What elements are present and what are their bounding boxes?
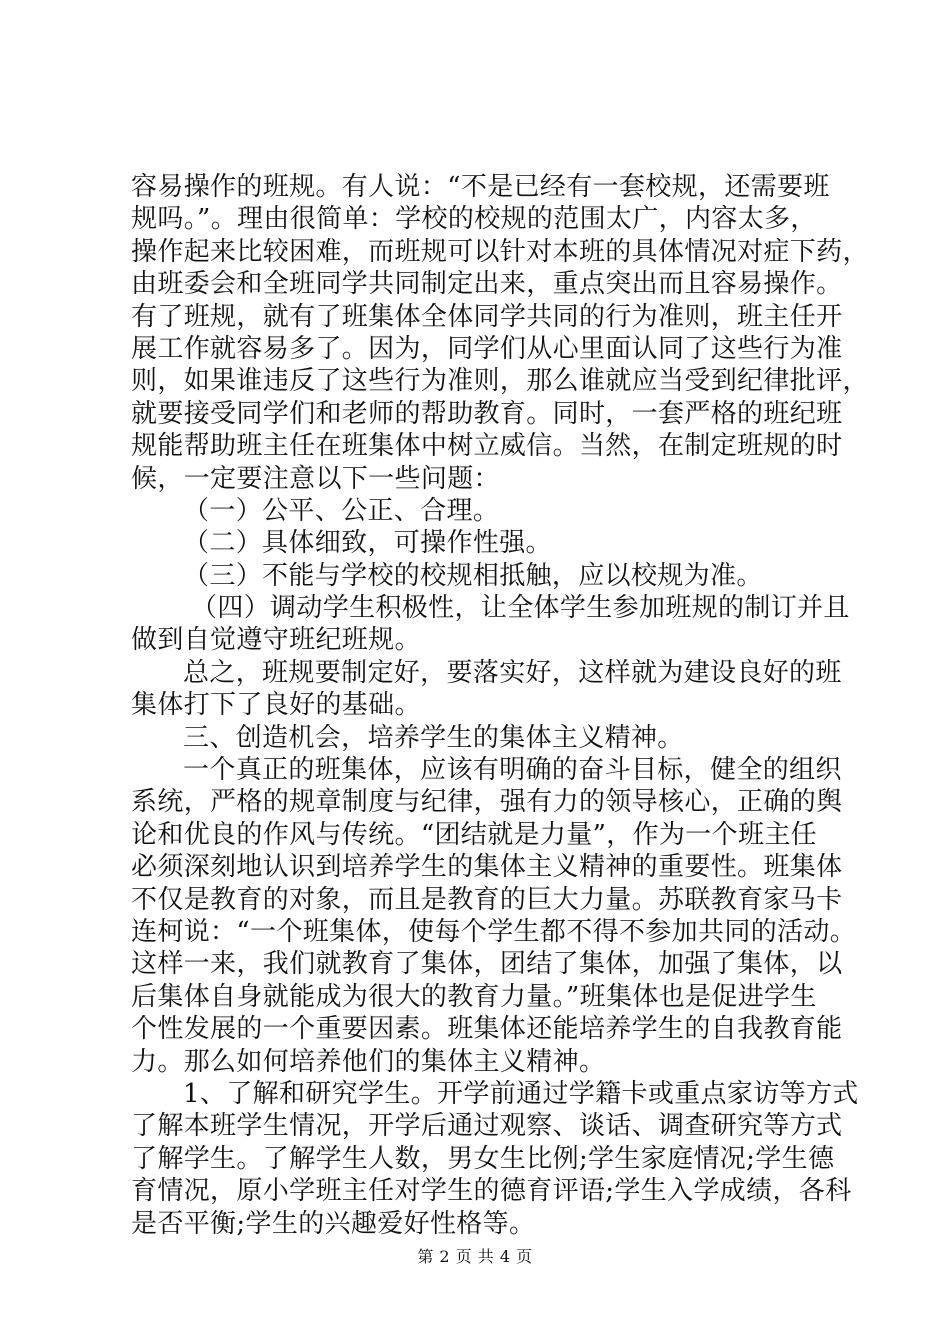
text-line: 育情况，原小学班主任对学生的德育评语;学生入学成绩，各科	[131, 1176, 852, 1207]
text-line: 力。那么如何培养他们的集体主义精神。	[131, 1046, 606, 1077]
text-line: 则，如果谁违反了这些行为准则，那么谁就应当受到纪律批评，	[131, 366, 869, 397]
text-line: 规吗。”。理由很简单：学校的校规的范围太广，内容太多，	[131, 204, 817, 235]
list-item: （二）具体细致，可操作性强。	[183, 528, 552, 559]
text-line: 是否平衡;学生的兴趣爱好性格等。	[131, 1208, 536, 1239]
paragraph-start: 总之，班规要制定好，要落实好，这样就为建设良好的班	[183, 657, 842, 688]
text-line: 必须深刻地认识到培养学生的集体主义精神的重要性。班集体	[131, 852, 843, 883]
text-line: 论和优良的作风与传统。“团结就是力量”，作为一个班主任	[131, 819, 818, 850]
text-line: 集体打下了良好的基础。	[131, 690, 421, 721]
text-line: 后集体自身就能成为很大的教育力量。”班集体也是促进学生	[131, 981, 817, 1012]
text-line: 候，一定要注意以下一些问题：	[131, 463, 500, 494]
text-line: 个性发展的一个重要因素。班集体还能培养学生的自我教育能	[131, 1014, 843, 1045]
text-line: 了解学生。了解学生人数，男女生比例;学生家庭情况;学生德	[131, 1143, 835, 1174]
text-line: 容易操作的班规。有人说：“不是已经有一套校规，还需要班	[131, 172, 830, 202]
text-line: 了解本班学生情况，开学后通过观察、谈话、调查研究等方式	[131, 1111, 843, 1142]
text-line: 不仅是教育的对象，而且是教育的巨大力量。苏联教育家马卡	[131, 884, 843, 915]
text-line: 操作起来比较困难，而班规可以针对本班的具体情况对症下药，	[131, 236, 869, 267]
text-line: 连柯说：“一个班集体，使每个学生都不得不参加共同的活动。	[131, 916, 857, 947]
text-line: 系统，严格的规章制度与纪律，强有力的领导核心，正确的舆	[131, 787, 843, 818]
text-line: 由班委会和全班同学共同制定出来，重点突出而且容易操作。	[131, 269, 843, 300]
list-item: （三）不能与学校的校规相抵触，应以校规为准。	[183, 560, 763, 591]
text-line: 这样一来，我们就教育了集体，团结了集体，加强了集体，以	[131, 949, 843, 980]
document-body	[131, 171, 869, 1240]
page-number-footer: 第 2 页 共 4 页	[417, 1247, 533, 1266]
text-line: 就要接受同学们和老师的帮助教育。同时，一套严格的班纪班	[131, 398, 843, 429]
text-line: 有了班规，就有了班集体全体同学共同的行为准则，班主任开	[131, 301, 843, 332]
paragraph-start: 1、了解和研究学生。开学前通过学籍卡或重点家访等方式	[183, 1078, 859, 1109]
text-line: 做到自觉遵守班纪班规。	[131, 625, 421, 656]
text-line: 规能帮助班主任在班集体中树立威信。当然，在制定班规的时	[131, 431, 843, 462]
list-item: （一）公平、公正、合理。	[183, 495, 500, 526]
list-item: （四）调动学生积极性，让全体学生参加班规的制订并且	[191, 593, 850, 624]
text-line: 展工作就容易多了。因为，同学们从心里面认同了这些行为准	[131, 333, 843, 364]
section-heading: 三、创造机会，培养学生的集体主义精神。	[183, 722, 684, 753]
paragraph-start: 一个真正的班集体，应该有明确的奋斗目标，健全的组织	[183, 755, 842, 786]
